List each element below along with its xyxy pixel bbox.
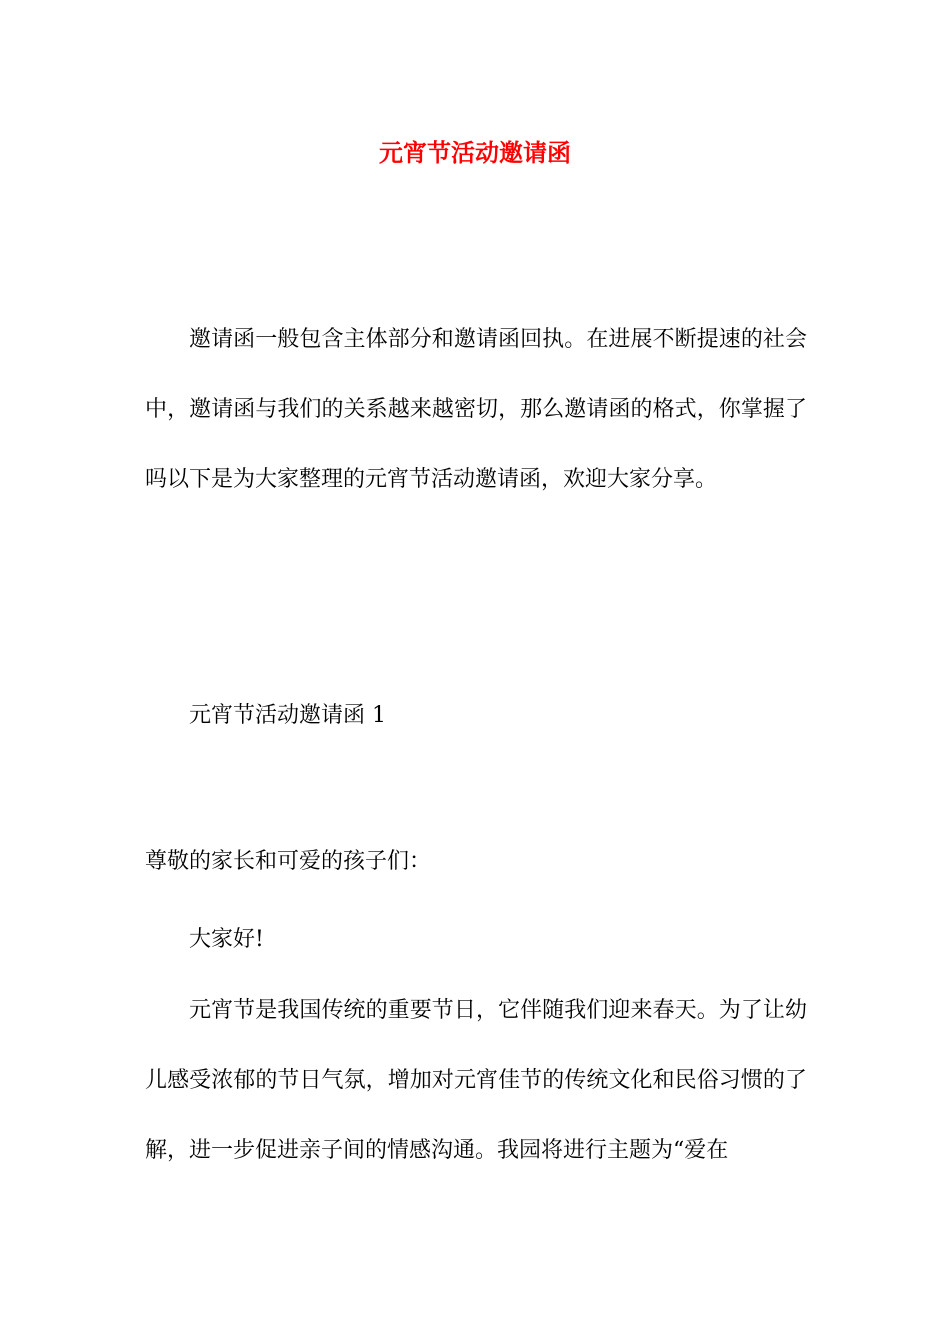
document-title: 元宵节活动邀请函 — [379, 138, 571, 167]
body-paragraph: 元宵节是我国传统的重要节日，它伴随我们迎来春天。为了让幼儿感受浓郁的节日气氛，增加对元宵佳节的传统文化和民俗习惯的了解，进一步促进亲子间的情感沟通。我园将进行主题为“爱在 — [145, 998, 807, 1163]
intro-paragraph: 邀请函一般包含主体部分和邀请函回执。在进展不断提速的社会中，邀请函与我们的关系越来越密切，那么邀请函的格式，你掌握了吗以下是为大家整理的元宵节活动邀请函，欢迎大家分享。 — [145, 327, 807, 492]
salutation: 尊敬的家长和可爱的孩子们： — [145, 849, 432, 874]
greeting: 大家好! — [189, 927, 264, 952]
section-heading: 元宵节活动邀请函 1 — [189, 703, 386, 728]
